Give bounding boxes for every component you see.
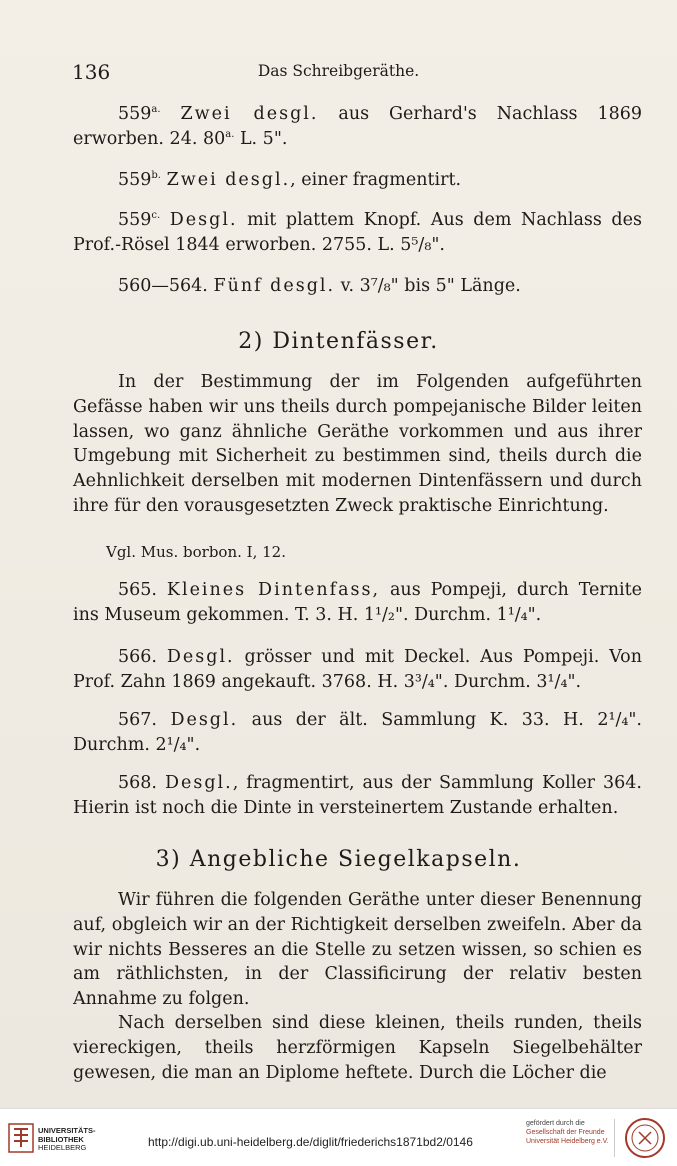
section3-paragraph-2: Nach derselben sind diese kleinen, theils runden, theils viereckigen, theils herzförmigen Kapseln Siegelbehälter gewesen, die man an Diplome heftete. Durch die Löcher die [73,1013,642,1083]
entry-559b: $559^{b.}$ Zwei desgl., einer fragmentirt. [118,170,462,190]
library-logo-icon [8,1123,34,1153]
reference-note: Vgl. Mus. borbon. I, 12. [106,543,286,561]
section3-paragraph-1: Wir führen die folgenden Geräthe unter dieser Benennung auf, obgleich wir an der Richtigkeit derselben zweifeln. Aber da wir nichts Besseres an die Stelle zu setzen wissen, so schien es am räthlichsten, in der Classificirung der relativ besten Annahme zu folgen. [73,890,642,1010]
entry-565: 565. Kleines Dintenfass, aus Pompeji, durch Ternite ins Museum gekommen. T. 3. H. 1¹/₂". Durchm. 1¹/₄". [73,580,642,625]
library-name: UNIVERSITÄTS- BIBLIOTHEK HEIDELBERG [38,1126,96,1152]
footer-divider [614,1119,615,1157]
page-number: 136 [72,60,111,84]
entry-567: 567. Desgl. aus der ält. Sammlung K. 33. H. 2¹/₄". Durchm. 2¹/₄". [73,710,642,755]
entry-568: 568. Desgl., fragmentirt, aus der Sammlung Koller 364. Hierin ist noch die Dinte in versteinertem Zustande erhalten. [73,773,642,818]
section-heading-siegelkapseln: 3) Angebliche Siegelkapseln. [155,847,522,872]
entry-566: 566. Desgl. grösser und mit Deckel. Aus Pompeji. Von Prof. Zahn 1869 angekauft. 3768. H. 3³/₄". Durchm. 3¹/₄". [73,647,642,692]
section2-paragraph: In der Bestimmung der im Folgenden aufgeführten Gefässe haben wir uns theils durch pompejanische Bilder leiten lassen, wo ganz ähnliche Geräthe vorkommen und aus ihrer Umgebung mit Sicherheit zu bestimmen sind, theils durch die Aehnlichkeit derselben mit modernen Dintenfässern und durch ihre für den vorausgesetzten Zweck praktische Einrichtung. [73,372,642,516]
section-heading-dintenfaesser: 2) Dintenfässer. [238,329,439,354]
university-seal-icon [624,1117,666,1159]
entry-559c: $559^{c.}$ Desgl. mit plattem Knopf. Aus dem Nachlass des Prof.-Rösel 1844 erworben. 2755. L. 5⁵/₈". [73,210,642,255]
permalink-url[interactable]: http://digi.ub.uni-heidelberg.de/diglit/friederichs1871bd2/0146 [148,1135,473,1149]
entry-560-564: 560—564. Fünf desgl. v. 3⁷/₈" bis 5" Länge. [118,276,521,296]
viewer-footer [0,1108,677,1166]
sponsor-credit: gefördert durch die Gesellschaft der Freunde Universität Heidelberg e.V. [526,1120,609,1145]
running-title: Das Schreibgeräthe. [257,62,420,80]
entry-559a: $559^{a.}$ Zwei desgl. aus Gerhard's Nachlass 1869 erworben. 24. $80^{a.}$ L. 5". [73,104,642,149]
